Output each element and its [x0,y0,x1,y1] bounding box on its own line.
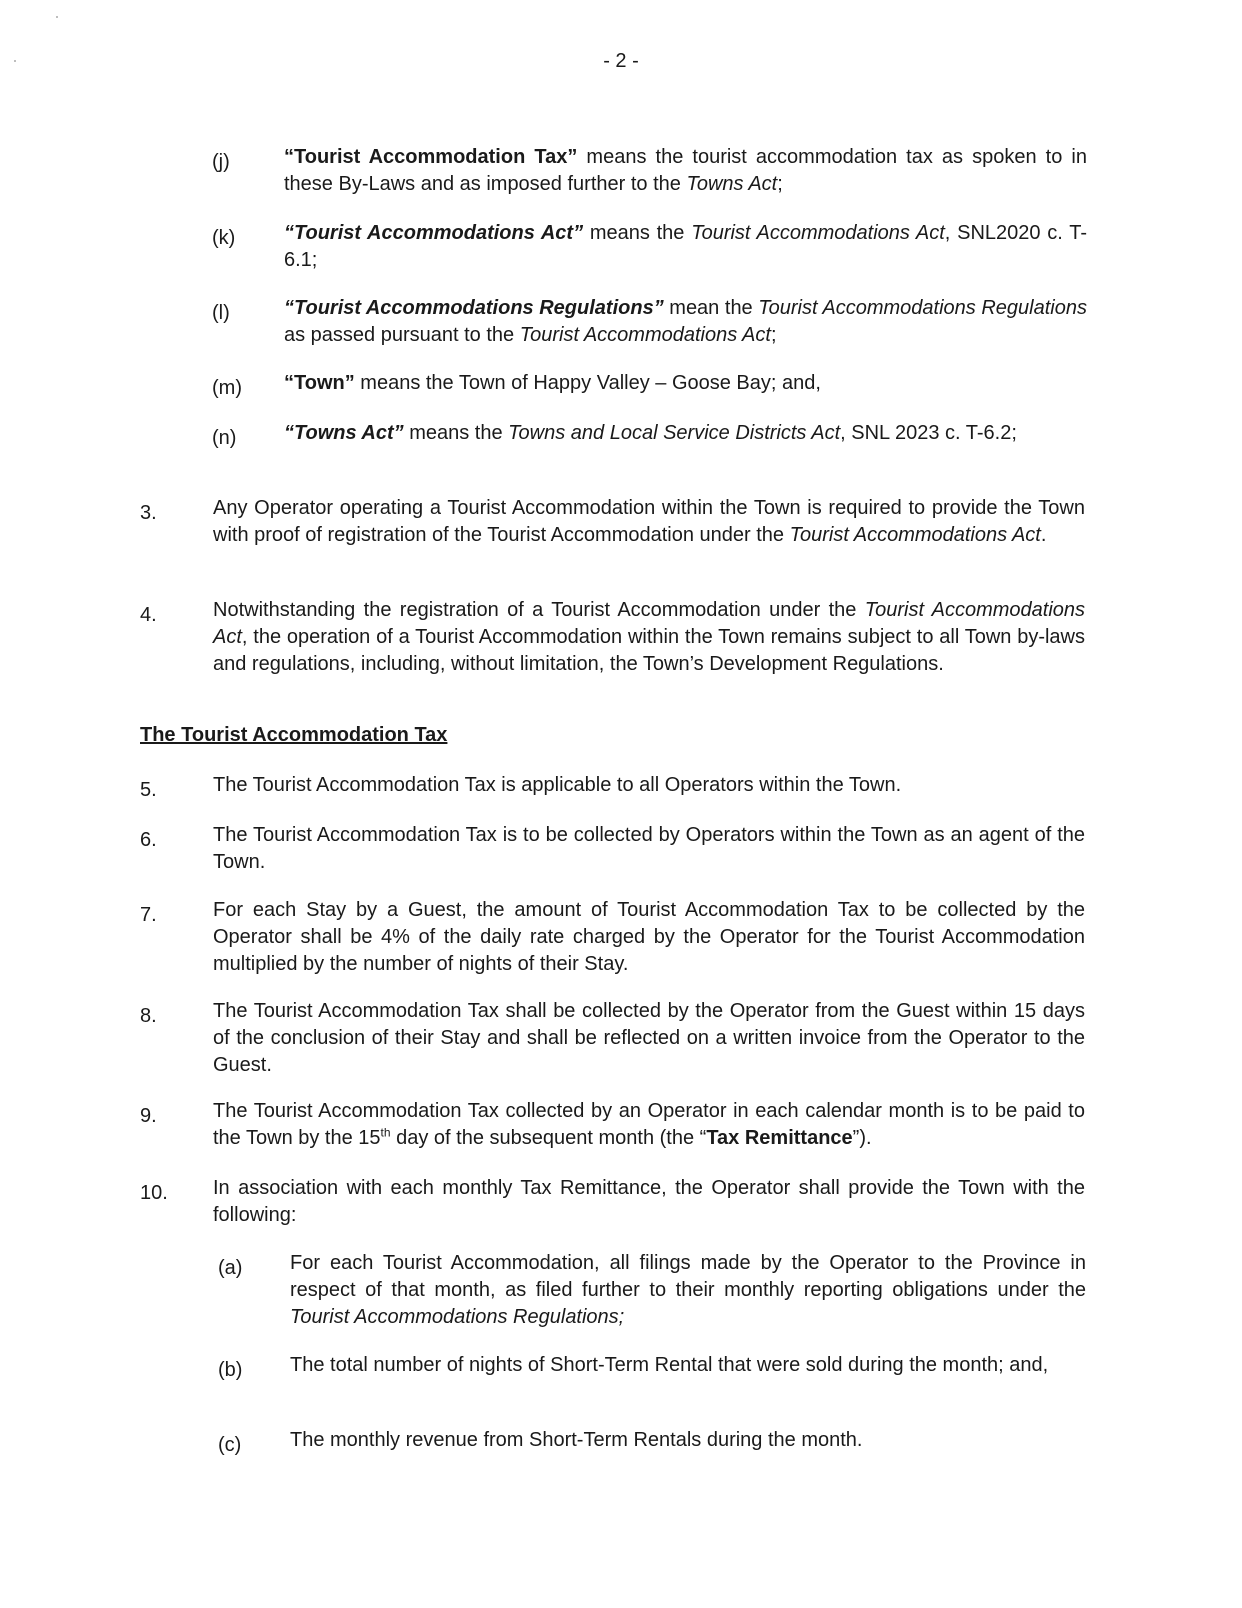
definition-text [284,144,1087,198]
definition-body: means the Town of Happy Valley – Goose Bay; and, [354,372,821,394]
definition-body: as passed pursuant to the [284,324,520,346]
subitem-text [290,1250,1086,1331]
subitem-c [218,1427,1086,1454]
act-reference: Tourist Accommodations Regulations; [290,1306,625,1328]
section-heading: The Tourist Accommodation Tax [140,724,448,746]
defined-term: “Tourist Accommodation Tax” [284,146,578,168]
defined-term: “Tourist Accommodations Regulations” [284,297,664,319]
section-number: 3. [140,502,157,524]
definition-body: mean the [663,297,759,319]
definition-j [212,144,1087,198]
section-text: The Tourist Accommodation Tax shall be collected by the Operator from the Guest within 15 days of the conclusion of their Stay and shall be reflected on a written invoice from the Operator to the Guest. [213,1000,1085,1076]
section-number: 8. [140,1005,157,1027]
definition-label: (n) [212,427,237,449]
subitem-label: (a) [218,1257,243,1279]
section-text: The Tourist Accommodation Tax is applicable to all Operators within the Town. [213,774,902,796]
defined-term: Tax Remittance [706,1127,853,1149]
section-5 [140,772,1085,799]
act-reference: Towns Act [686,173,778,195]
subitem-b [218,1352,1086,1379]
subitem-text: The monthly revenue from Short-Term Rentals during the month. [290,1429,863,1451]
section-body: Notwithstanding the registration of a Tourist Accommodation under the [213,599,865,621]
definition-label: (k) [212,227,236,249]
definition-k [212,220,1087,274]
section-text: For each Stay by a Guest, the amount of Tourist Accommodation Tax to be collected by the Operator shall be 4% of the daily rate charged by the Operator for the Tourist Accommodation multiplied by the number of nights of their Stay. [213,899,1085,975]
act-reference: Tourist Accommodations Act [519,324,771,346]
definition-text [284,220,1087,274]
section-7 [140,897,1085,978]
definition-body: , SNL 2023 c. T-6.2; [840,422,1017,444]
section-body: . [1040,524,1047,546]
section-body: day of the subsequent month (the “ [390,1127,707,1149]
section-text [213,495,1085,549]
section-8 [140,998,1085,1079]
subitem-label: (c) [218,1434,242,1456]
section-4 [140,597,1085,678]
definition-text [284,420,1087,447]
defined-term: “Town” [284,372,355,394]
definition-n [212,420,1087,447]
definition-body: means the tourist accommodation tax as spoken to in these By-Laws and as imposed further to the [284,146,1088,195]
definition-body: means the [583,222,692,244]
act-reference: Tourist Accommodations Regulations [758,297,1087,319]
section-number: 4. [140,604,157,626]
section-text: The Tourist Accommodation Tax is to be collected by Operators within the Town as an agent of the Town. [213,824,1085,873]
section-number: 10. [140,1182,168,1204]
section-number: 9. [140,1105,157,1127]
act-reference: Tourist Accommodations Act [213,599,1086,648]
section-9 [140,1098,1085,1152]
section-6 [140,822,1085,876]
definition-label: (l) [212,302,230,324]
definition-body: ; [770,324,777,346]
section-body: Any Operator operating a Tourist Accommodation within the Town is required to provide the Town with proof of registration of the Tourist Accommodation under the [213,497,1085,546]
section-body: , the operation of a Tourist Accommodation within the Town remains subject to all Town by-laws and regulations, including, without limitation, the Town’s Development Regulations. [213,626,1085,675]
section-3 [140,495,1085,549]
section-body: The Tourist Accommodation Tax collected by an Operator in each calendar month is to be paid to the Town by the 15 [213,1100,1085,1149]
act-reference: Towns and Local Service Districts Act [508,422,841,444]
section-text [213,1098,1085,1152]
definition-l [212,295,1087,349]
section-number: 6. [140,829,157,851]
section-number: 5. [140,779,157,801]
defined-term: “Tourist Accommodations Act” [284,222,584,244]
subitem-a [218,1250,1086,1331]
definition-body: , SNL2020 c. T-6.1; [284,222,1087,271]
subitem-label: (b) [218,1359,243,1381]
ordinal-suffix: th [380,1125,391,1140]
definition-body: ; [777,173,783,195]
scan-speck [56,16,58,18]
subitem-body: For each Tourist Accommodation, all filings made by the Operator to the Province in respect of that month, as filed further to their monthly reporting obligations under the [290,1252,1086,1301]
definition-m [212,370,1087,397]
defined-term: “Towns Act” [284,422,404,444]
section-text [213,597,1085,678]
section-number: 7. [140,904,157,926]
page-number: - 2 - [603,50,639,72]
definition-text [284,295,1087,349]
act-reference: Tourist Accommodations Act [691,222,945,244]
subitem-text: The total number of nights of Short-Term Rental that were sold during the month; and, [290,1354,1049,1376]
section-10 [140,1175,1085,1229]
definition-text [284,370,1087,397]
definition-label: (j) [212,151,230,173]
definition-label: (m) [212,377,242,399]
definition-body: means the [403,422,509,444]
section-text: In association with each monthly Tax Remittance, the Operator shall provide the Town with the following: [213,1177,1085,1226]
act-reference: Tourist Accommodations Act [789,524,1041,546]
section-body: ”). [852,1127,872,1149]
